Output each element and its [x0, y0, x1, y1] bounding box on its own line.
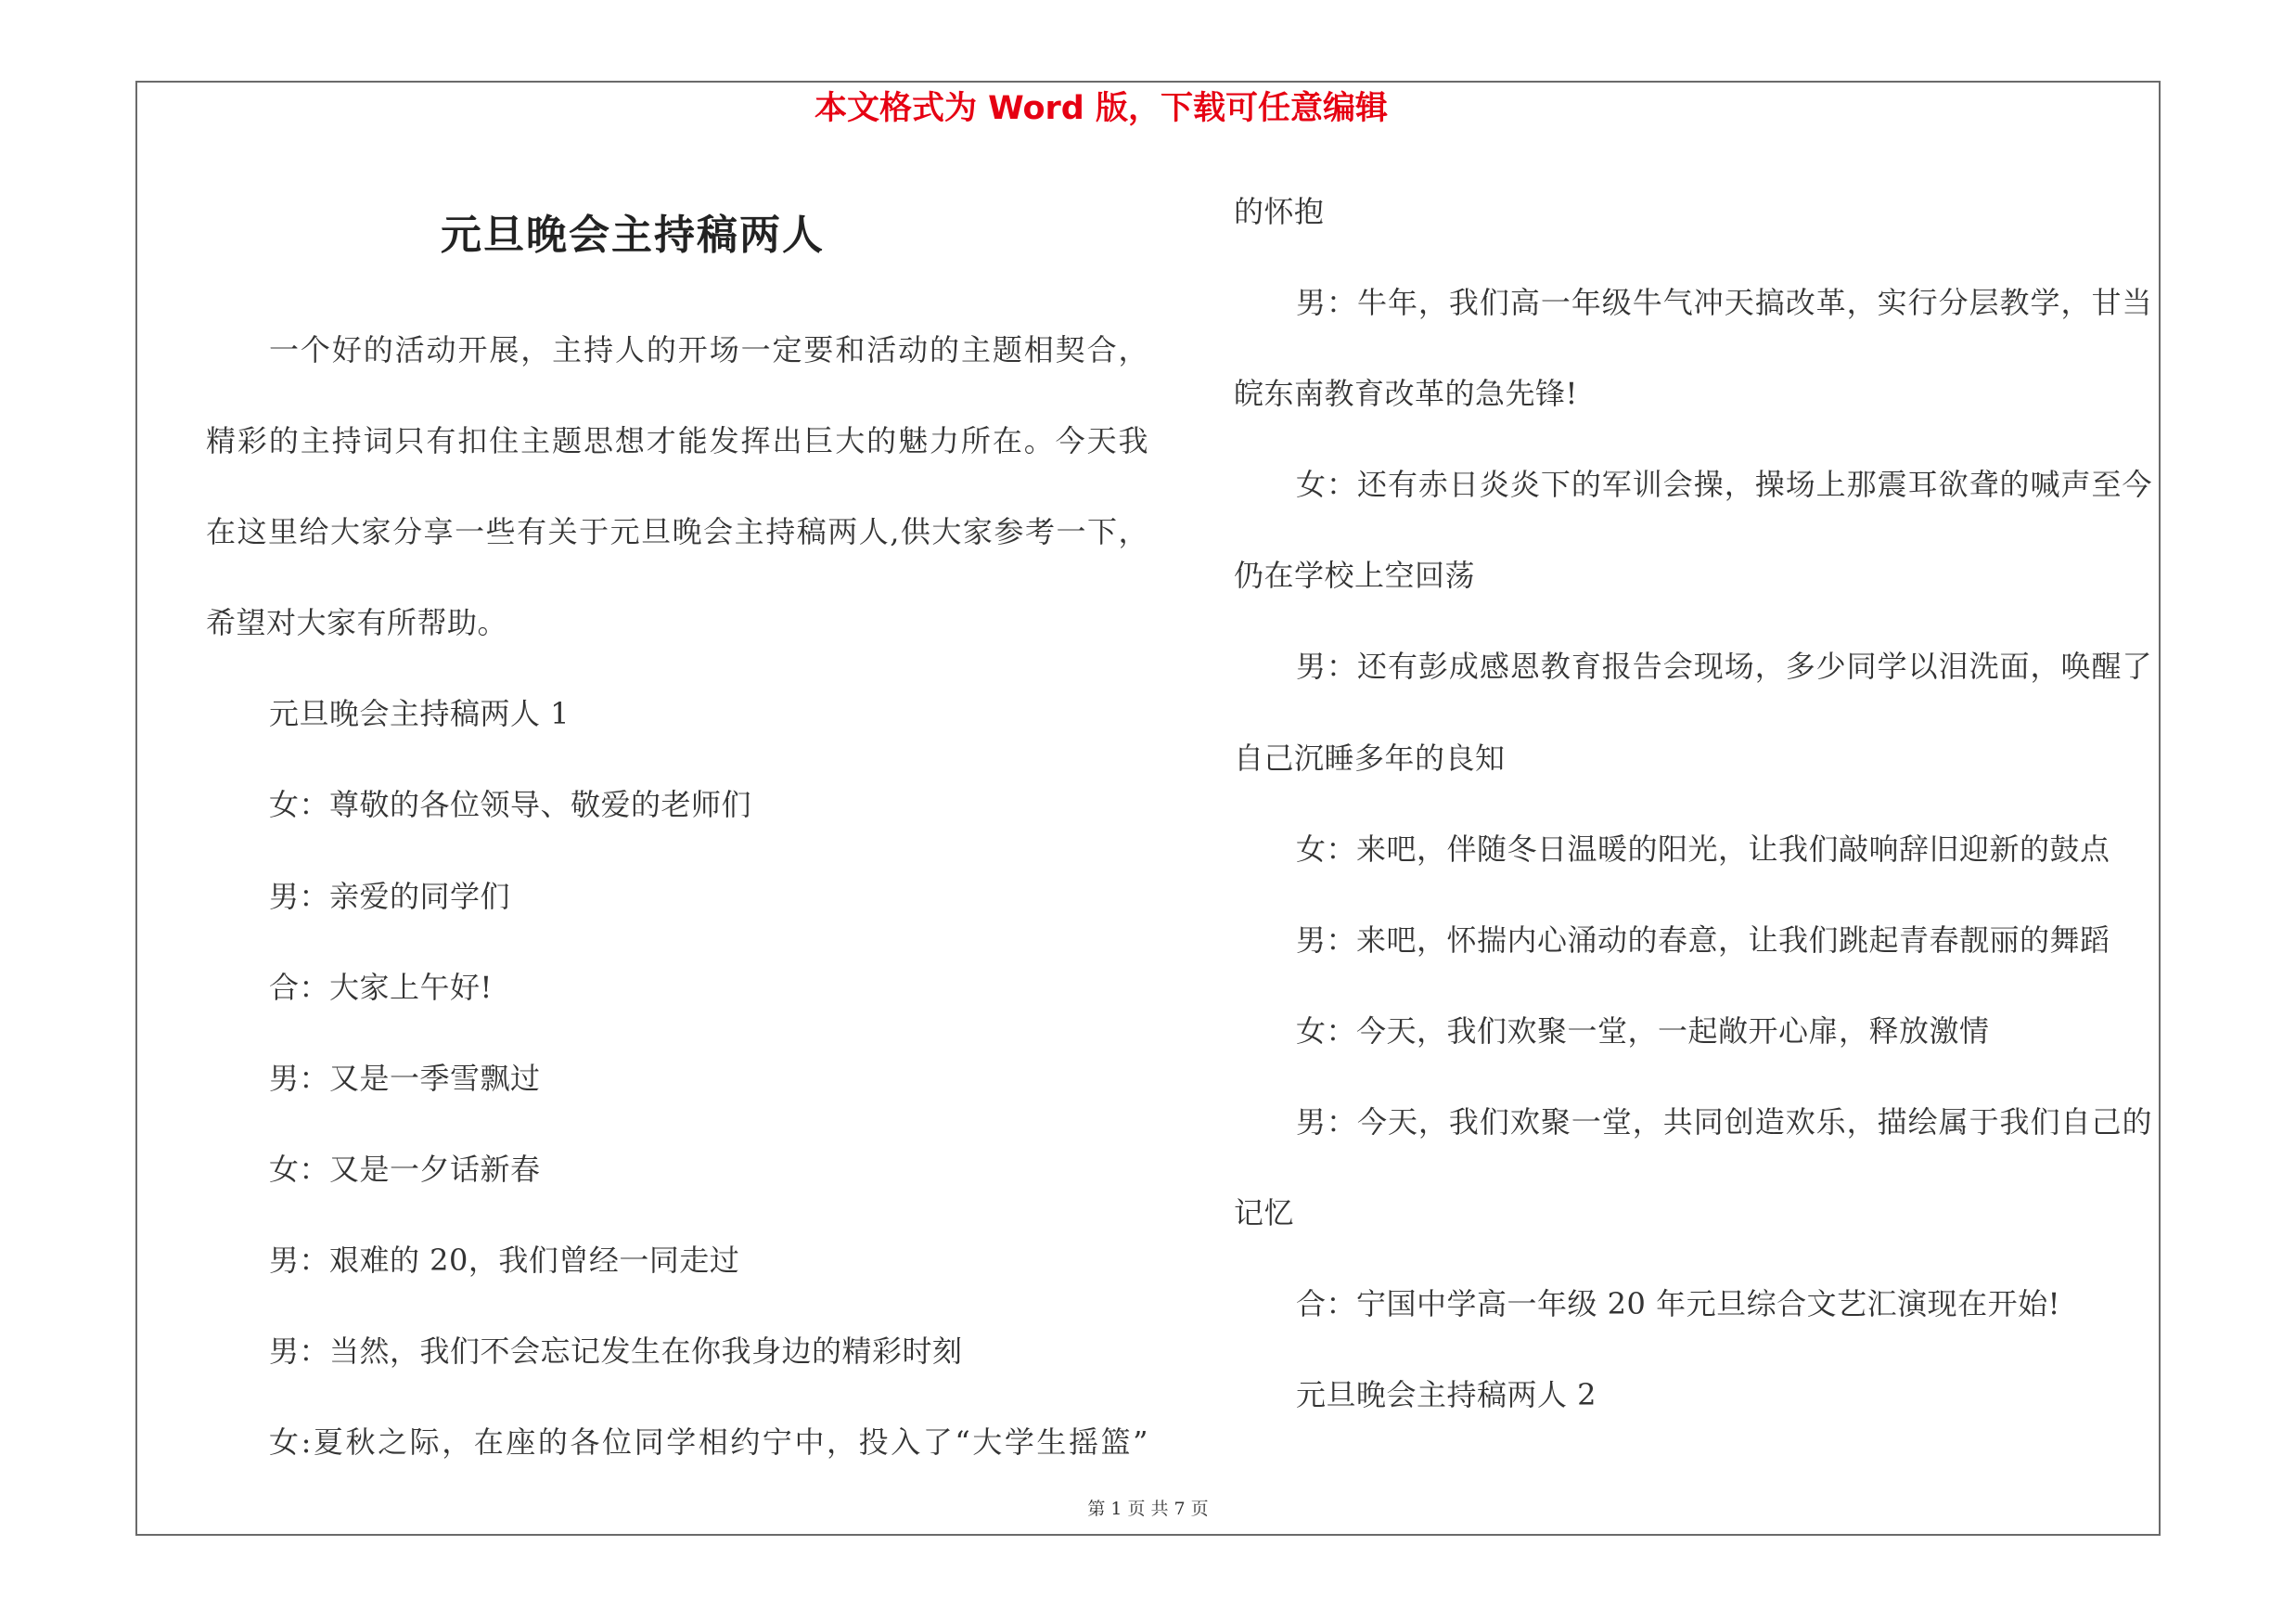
dialogue-line: 记忆: [1234, 1195, 1295, 1231]
dialogue-line: 女：尊敬的各位领导、敬爱的老师们: [269, 787, 752, 823]
text-line: 精彩的主持词只有扣住主题思想才能发挥出巨大的魅力所在。今天我: [206, 423, 1148, 459]
section-heading: 元旦晚会主持稿两人 2: [1296, 1377, 1597, 1413]
dialogue-line: 男：又是一季雪飘过: [269, 1060, 541, 1096]
dialogue-line: 合：宁国中学高一年级 20 年元旦综合文艺汇演现在开始!: [1296, 1286, 2060, 1322]
page-number-footer: 第 1 页 共 7 页: [1087, 1499, 1209, 1519]
text-line: 在这里给大家分享一些有关于元旦晚会主持稿两人,供大家参考一下，: [206, 514, 1148, 550]
dialogue-line: 自己沉睡多年的良知: [1234, 740, 1506, 776]
dialogue-line: 女：今天，我们欢聚一堂，一起敞开心扉，释放激情: [1296, 1012, 1990, 1049]
section-heading: 元旦晚会主持稿两人 1: [269, 696, 571, 732]
dialogue-line: 皖东南教育改革的急先锋!: [1234, 376, 1578, 412]
dialogue-line: 女:夏秋之际，在座的各位同学相约宁中，投入了“大学生摇篮”: [269, 1424, 1148, 1461]
dialogue-line: 的怀抱: [1234, 194, 1325, 229]
dialogue-line: 合：大家上午好!: [269, 969, 493, 1005]
right-text-column: [1234, 166, 2152, 1440]
dialogue-line: 女：还有赤日炎炎下的军训会操，操场上那震耳欲聋的喊声至今: [1296, 467, 2152, 503]
dialogue-line: 仍在学校上空回荡: [1234, 558, 1476, 594]
dialogue-line: 男：来吧，怀揣内心涌动的春意，让我们跳起青春靓丽的舞蹈: [1296, 921, 2110, 958]
left-text-column: [206, 304, 1148, 1488]
document-title: 元旦晚会主持稿两人: [441, 212, 825, 259]
dialogue-line: 女：又是一夕话新春: [269, 1151, 541, 1187]
text-line: 一个好的活动开展，主持人的开场一定要和活动的主题相契合，: [269, 332, 1148, 367]
dialogue-line: 男：艰难的 20，我们曾经一同走过: [269, 1242, 740, 1278]
dialogue-line: 男：亲爱的同学们: [269, 878, 511, 914]
dialogue-line: 女：来吧，伴随冬日温暖的阳光，让我们敲响辞旧迎新的鼓点: [1296, 831, 2110, 867]
dialogue-line: 男：今天，我们欢聚一堂，共同创造欢乐，描绘属于我们自己的: [1296, 1103, 2152, 1140]
dialogue-line: 男：当然，我们不会忘记发生在你我身边的精彩时刻: [269, 1333, 963, 1370]
text-line: 希望对大家有所帮助。: [206, 605, 508, 641]
dialogue-line: 男：还有彭成感恩教育报告会现场，多少同学以泪洗面，唤醒了: [1296, 649, 2152, 685]
dialogue-line: 男：牛年，我们高一年级牛气冲天搞改革，实行分层教学，甘当: [1296, 285, 2152, 321]
format-notice-banner: 本文格式为 Word 版，下载可任意编辑: [814, 90, 1389, 127]
